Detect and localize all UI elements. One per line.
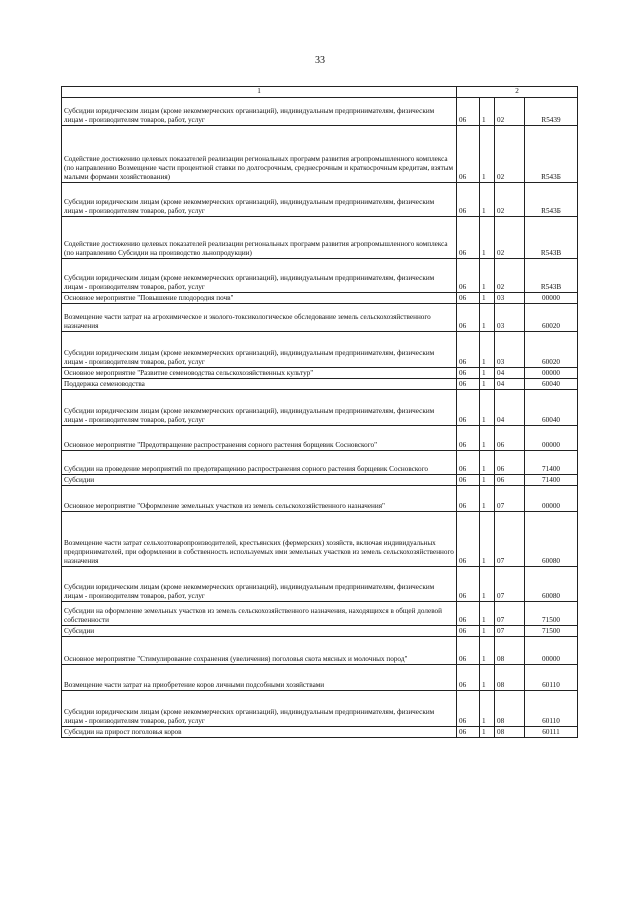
table-row (62, 332, 578, 368)
target-code: 71500 (525, 626, 578, 637)
code-part-1: 06 (457, 304, 480, 332)
table-row (62, 567, 578, 602)
code-part-1: 06 (457, 727, 480, 738)
table-row (62, 486, 578, 512)
target-code: 60080 (525, 512, 578, 567)
code-part-1: 06 (457, 602, 480, 626)
target-code: 71400 (525, 475, 578, 486)
code-part-1: 06 (457, 665, 480, 691)
target-code: R543Б (525, 183, 578, 217)
code-part-3: 06 (495, 451, 525, 475)
code-part-2: 1 (480, 567, 495, 602)
header-col-1: 1 (62, 87, 457, 98)
code-part-3: 04 (495, 379, 525, 390)
code-part-2: 1 (480, 379, 495, 390)
row-description: Субсидии юридическим лицам (кроме некоммерческих организаций), индивидуальным предпринимателям, физическим лицам - производителям товаров, работ, услуг (62, 259, 457, 293)
row-description: Основное мероприятие "Развитие семеноводства сельскохозяйственных культур" (62, 368, 457, 379)
target-code: 00000 (525, 293, 578, 304)
code-part-2: 1 (480, 475, 495, 486)
code-part-2: 1 (480, 727, 495, 738)
table-row (62, 126, 578, 183)
code-part-3: 03 (495, 332, 525, 368)
code-part-1: 06 (457, 126, 480, 183)
table-row (62, 368, 578, 379)
code-part-1: 06 (457, 332, 480, 368)
code-part-2: 1 (480, 183, 495, 217)
budget-table (61, 86, 578, 738)
code-part-2: 1 (480, 451, 495, 475)
code-part-3: 03 (495, 304, 525, 332)
table-row (62, 183, 578, 217)
row-description: Возмещение части затрат на приобретение коров личными подсобными хозяйствами (62, 665, 457, 691)
code-part-1: 06 (457, 451, 480, 475)
code-part-1: 06 (457, 691, 480, 727)
table-row (62, 259, 578, 293)
code-part-3: 02 (495, 126, 525, 183)
target-code: 60040 (525, 390, 578, 426)
row-description: Субсидии на прирост поголовья коров (62, 727, 457, 738)
table-row (62, 512, 578, 567)
target-code: 60111 (525, 727, 578, 738)
table-row (62, 426, 578, 451)
code-part-2: 1 (480, 512, 495, 567)
target-code: 00000 (525, 637, 578, 665)
code-part-1: 06 (457, 486, 480, 512)
target-code: 00000 (525, 486, 578, 512)
code-part-2: 1 (480, 368, 495, 379)
row-description: Возмещение части затрат сельхозтоваропроизводителей, крестьянских (фермерских) хозяйств, включая индивидуальных предпринимателей, при оформлении в собственность используемых ими земельных участков из земель сельскохозяйственного назначения (62, 512, 457, 567)
code-part-3: 04 (495, 390, 525, 426)
target-code: 60020 (525, 332, 578, 368)
target-code: 60110 (525, 665, 578, 691)
table-row (62, 217, 578, 259)
target-code: 60040 (525, 379, 578, 390)
code-part-2: 1 (480, 637, 495, 665)
code-part-2: 1 (480, 691, 495, 727)
table-row (62, 98, 578, 126)
code-part-3: 07 (495, 486, 525, 512)
code-part-1: 06 (457, 390, 480, 426)
code-part-3: 07 (495, 602, 525, 626)
row-description: Субсидии юридическим лицам (кроме некоммерческих организаций), индивидуальным предпринимателям, физическим лицам - производителям товаров, работ, услуг (62, 183, 457, 217)
row-description: Основное мероприятие "Стимулирование сохранения (увеличения) поголовья скота мясных и молочных пород" (62, 637, 457, 665)
row-description: Возмещение части затрат на агрохимическое и эколого-токсикологическое обследование земель сельскохозяйственного назначения (62, 304, 457, 332)
target-code: 00000 (525, 426, 578, 451)
table-row (62, 602, 578, 626)
code-part-3: 08 (495, 665, 525, 691)
code-part-2: 1 (480, 98, 495, 126)
row-description: Субсидии юридическим лицам (кроме некоммерческих организаций), индивидуальным предпринимателям, физическим лицам - производителям товаров, работ, услуг (62, 332, 457, 368)
target-code: 60020 (525, 304, 578, 332)
code-part-2: 1 (480, 259, 495, 293)
code-part-3: 02 (495, 217, 525, 259)
table-row (62, 691, 578, 727)
page-number: 33 (315, 55, 325, 66)
row-description: Субсидии юридическим лицам (кроме некоммерческих организаций), индивидуальным предпринимателям, физическим лицам - производителям товаров, работ, услуг (62, 691, 457, 727)
code-part-3: 02 (495, 98, 525, 126)
code-part-2: 1 (480, 626, 495, 637)
code-part-1: 06 (457, 183, 480, 217)
code-part-1: 06 (457, 293, 480, 304)
code-part-2: 1 (480, 665, 495, 691)
code-part-2: 1 (480, 602, 495, 626)
code-part-2: 1 (480, 332, 495, 368)
code-part-2: 1 (480, 304, 495, 332)
code-part-3: 04 (495, 368, 525, 379)
code-part-1: 06 (457, 512, 480, 567)
target-code: R543В (525, 217, 578, 259)
row-description: Поддержка семеноводства (62, 379, 457, 390)
row-description: Субсидии юридическим лицам (кроме некоммерческих организаций), индивидуальным предпринимателям, физическим лицам - производителям товаров, работ, услуг (62, 567, 457, 602)
code-part-3: 06 (495, 426, 525, 451)
code-part-3: 06 (495, 475, 525, 486)
target-code: R5439 (525, 98, 578, 126)
code-part-2: 1 (480, 486, 495, 512)
code-part-3: 07 (495, 626, 525, 637)
table-row (62, 665, 578, 691)
code-part-1: 06 (457, 626, 480, 637)
row-description: Субсидии (62, 626, 457, 637)
code-part-1: 06 (457, 475, 480, 486)
code-part-3: 07 (495, 512, 525, 567)
row-description: Субсидии (62, 475, 457, 486)
header-col-2: 2 (457, 87, 578, 98)
target-code: 71400 (525, 451, 578, 475)
row-description: Основное мероприятие "Повышение плодородия почв" (62, 293, 457, 304)
table-row (62, 304, 578, 332)
row-description: Субсидии на оформление земельных участков из земель сельскохозяйственного назначения, находящихся в общей долевой собственности (62, 602, 457, 626)
table-row (62, 727, 578, 738)
code-part-2: 1 (480, 390, 495, 426)
row-description: Содействие достижению целевых показателей реализации региональных программ развития агропромышленного комплекса (по направлению Возмещение части процентной ставки по долгосрочным, среднесрочным и краткосрочным кредитам, взятым малыми формами хозяйствования) (62, 126, 457, 183)
code-part-1: 06 (457, 217, 480, 259)
table-row (62, 390, 578, 426)
code-part-2: 1 (480, 293, 495, 304)
code-part-3: 08 (495, 637, 525, 665)
code-part-2: 1 (480, 217, 495, 259)
code-part-3: 02 (495, 259, 525, 293)
row-description: Основное мероприятие "Оформление земельных участков из земель сельскохозяйственного назначения" (62, 486, 457, 512)
code-part-1: 06 (457, 379, 480, 390)
target-code: 71500 (525, 602, 578, 626)
table-row (62, 637, 578, 665)
table-row (62, 626, 578, 637)
row-description: Субсидии на проведение мероприятий по предотвращению распространения сорного растения борщевик Сосновского (62, 451, 457, 475)
code-part-1: 06 (457, 567, 480, 602)
target-code: R543Б (525, 126, 578, 183)
code-part-1: 06 (457, 368, 480, 379)
table-row (62, 475, 578, 486)
table-row (62, 451, 578, 475)
table-header-row (62, 87, 578, 98)
code-part-3: 08 (495, 691, 525, 727)
code-part-1: 06 (457, 259, 480, 293)
code-part-2: 1 (480, 426, 495, 451)
code-part-3: 02 (495, 183, 525, 217)
target-code: 60110 (525, 691, 578, 727)
code-part-1: 06 (457, 98, 480, 126)
row-description: Субсидии юридическим лицам (кроме некоммерческих организаций), индивидуальным предпринимателям, физическим лицам - производителям товаров, работ, услуг (62, 98, 457, 126)
code-part-2: 1 (480, 126, 495, 183)
code-part-3: 03 (495, 293, 525, 304)
target-code: 60080 (525, 567, 578, 602)
code-part-1: 06 (457, 637, 480, 665)
code-part-3: 07 (495, 567, 525, 602)
target-code: 00000 (525, 368, 578, 379)
code-part-1: 06 (457, 426, 480, 451)
target-code: R543В (525, 259, 578, 293)
row-description: Основное мероприятие "Предотвращение распространения сорного растения борщевик Сосновского" (62, 426, 457, 451)
code-part-3: 08 (495, 727, 525, 738)
table-row (62, 293, 578, 304)
row-description: Субсидии юридическим лицам (кроме некоммерческих организаций), индивидуальным предпринимателям, физическим лицам - производителям товаров, работ, услуг (62, 390, 457, 426)
row-description: Содействие достижению целевых показателей реализации региональных программ развития агропромышленного комплекса (по направлению Субсидии на производство льнопродукции) (62, 217, 457, 259)
table-row (62, 379, 578, 390)
